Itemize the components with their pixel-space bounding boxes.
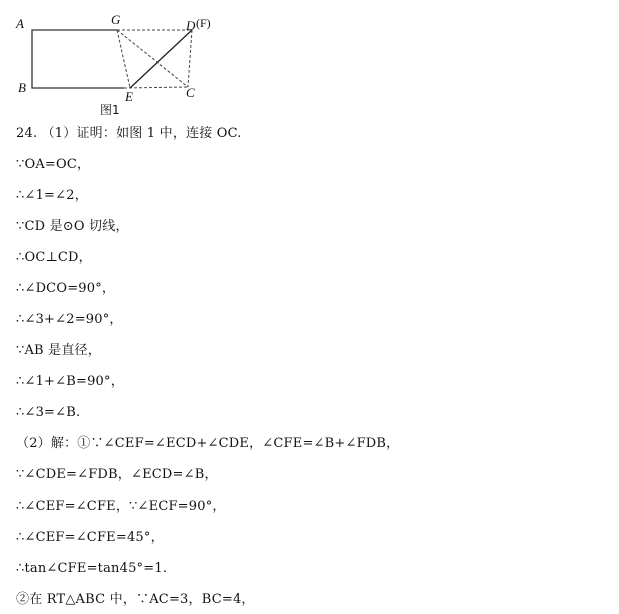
solution-line-16: ②在 RT△ABC 中，∵AC=3，BC=4， xyxy=(16,592,255,607)
solution-line-6: ∴∠DCO=90°， xyxy=(16,281,116,296)
label-G: G xyxy=(111,12,121,27)
label-C: C xyxy=(186,85,195,100)
solution-line-3: ∴∠1=∠2， xyxy=(16,188,88,203)
label-A: A xyxy=(16,16,24,31)
solution-line-8: ∵AB 是直径， xyxy=(16,343,101,358)
solution-line-11: （2）解：①∵∠CEF=∠ECD+∠CDE，∠CFE=∠B+∠FDB， xyxy=(16,436,400,451)
label-E: E xyxy=(125,89,133,104)
solution-line-13: ∴∠CEF=∠CFE，∵∠ECF=90°， xyxy=(16,499,226,514)
label-D: D xyxy=(186,18,196,33)
label-F: (F) xyxy=(196,16,211,30)
geometry-figure xyxy=(0,0,230,120)
solution-line-15: ∴tan∠CFE=tan45°=1. xyxy=(16,561,168,576)
solution-line-7: ∴∠3+∠2=90°， xyxy=(16,312,123,327)
solution-line-9: ∴∠1+∠B=90°， xyxy=(16,374,124,389)
segment-DC xyxy=(188,30,192,87)
label-B: B xyxy=(18,80,26,95)
solution-line-5: ∴OC⊥CD， xyxy=(16,250,92,265)
solution-line-2: ∵OA=OC， xyxy=(16,157,91,172)
segment-GC xyxy=(117,30,188,87)
figure-caption: 图1 xyxy=(100,103,120,117)
solution-line-1: 24. （1）证明：如图 1 中，连接 OC. xyxy=(16,126,242,141)
segment-ED xyxy=(130,30,192,88)
solution-line-4: ∵CD 是⊙O 切线， xyxy=(16,219,129,234)
rectangle-solid-lines xyxy=(32,30,124,88)
segment-GE xyxy=(117,30,130,88)
solution-line-10: ∴∠3=∠B. xyxy=(16,405,81,420)
solution-line-14: ∴∠CEF=∠CFE=45°， xyxy=(16,530,164,545)
solution-line-12: ∵∠CDE=∠FDB，∠ECD=∠B， xyxy=(16,467,218,482)
segment-EC xyxy=(124,87,188,88)
